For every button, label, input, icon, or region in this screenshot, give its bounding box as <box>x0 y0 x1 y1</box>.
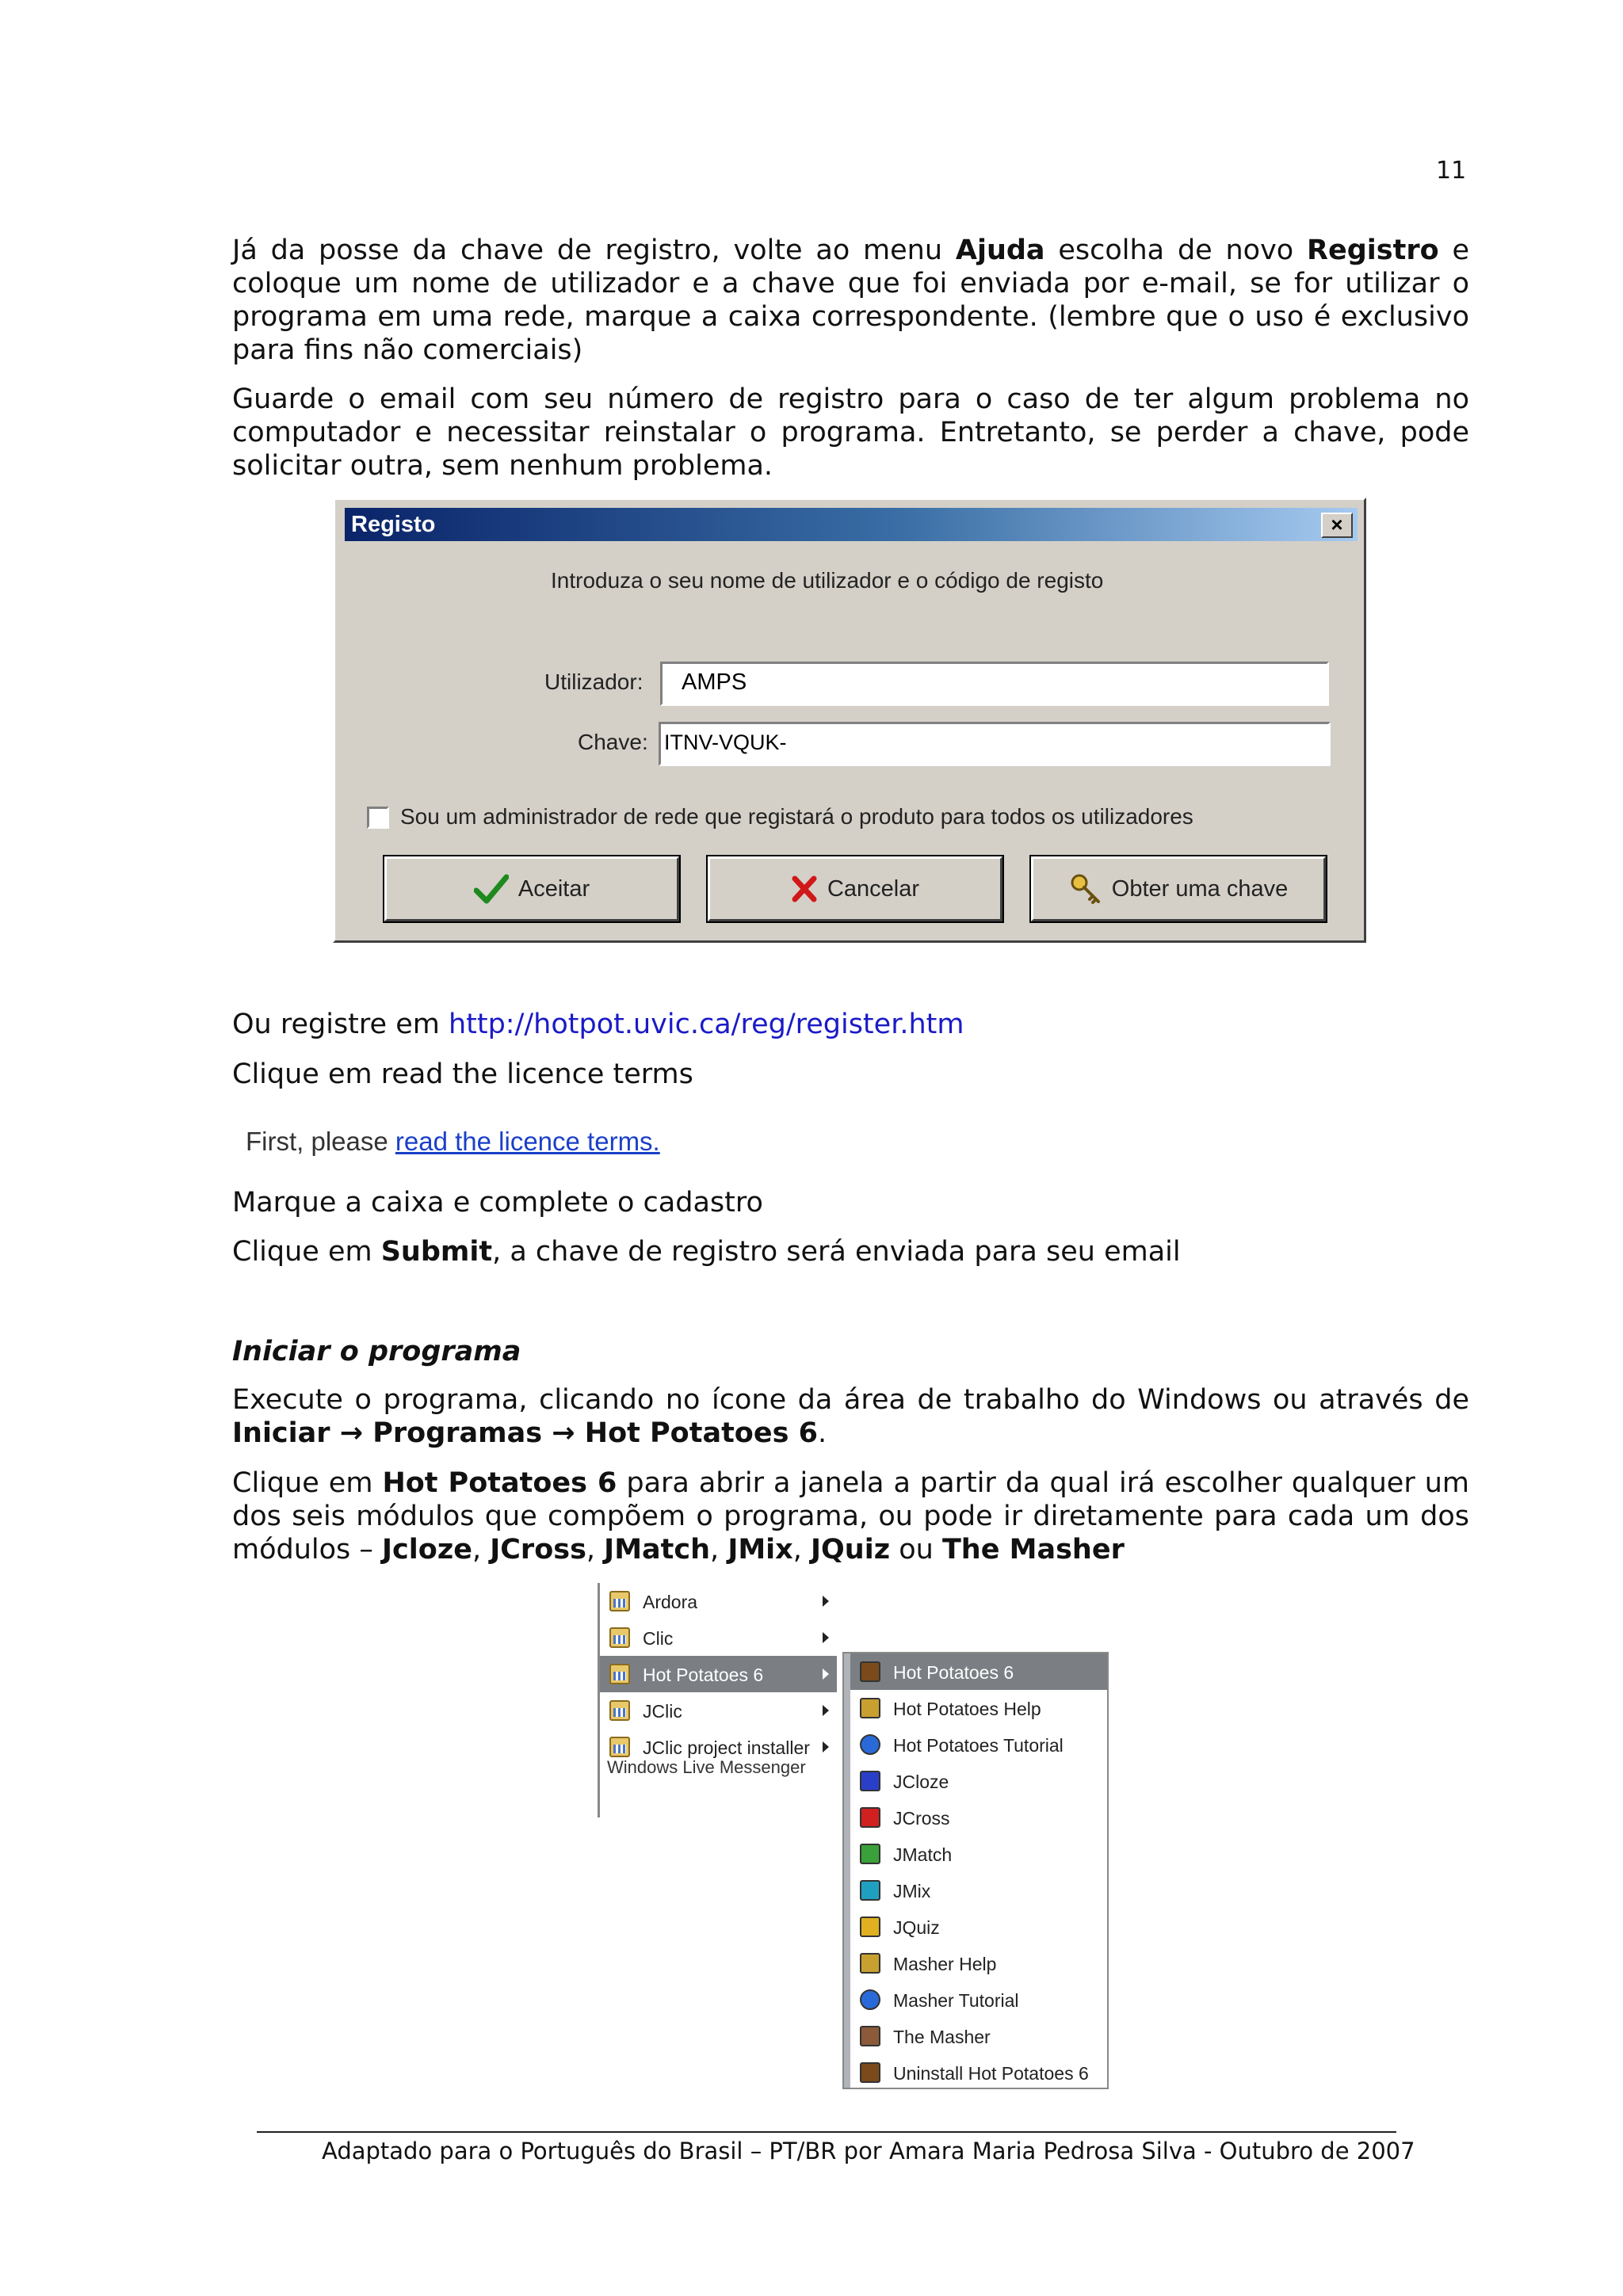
program-group-icon <box>609 1627 630 1648</box>
submenu-item-masher-tutorial[interactable] <box>850 1981 1107 2018</box>
submenu-item-label: Hot Potatoes Help <box>893 1699 1041 1719</box>
cancel-button-label: Cancelar <box>827 875 920 902</box>
menu-name-ajuda: Ajuda <box>955 235 1045 266</box>
submenu-item-jquiz[interactable] <box>850 1909 1107 1945</box>
submenu-item-label: JCross <box>893 1808 950 1829</box>
internet-explorer-icon <box>860 1734 880 1755</box>
submenu-item-hot-potatoes-6[interactable] <box>850 1653 1107 1690</box>
paragraph-keep-email: Guarde o email com seu número de registro para o caso de ter algum problema no computador e necessitar reinstalar o programa. Entretanto, se perder a chave, pode solicitar outra, sem nenhum problema. <box>232 383 1469 482</box>
arrow: → <box>542 1417 585 1449</box>
submenu-item-label: Masher Tutorial <box>893 1990 1019 2011</box>
hot-potatoes-icon <box>860 2062 880 2083</box>
submenu-arrow-icon <box>823 1741 829 1753</box>
menu-item-label: Ardora <box>643 1592 698 1612</box>
jquiz-icon <box>860 1917 880 1937</box>
menu-item-ardora[interactable] <box>600 1583 837 1619</box>
text: ou <box>890 1534 942 1566</box>
menu-item-label: Hot Potatoes 6 <box>643 1665 764 1685</box>
page-number: 11 <box>1436 157 1467 185</box>
text: , <box>472 1534 491 1566</box>
program-group-icon <box>609 1700 630 1721</box>
hot-potatoes-submenu <box>842 1652 1109 2089</box>
text: Já da posse da chave de registro, volte ao menu <box>232 235 956 266</box>
get-key-button[interactable] <box>1031 856 1326 921</box>
submenu-item-label: Hot Potatoes 6 <box>893 1662 1014 1683</box>
module-jmatch: JMatch <box>604 1534 711 1566</box>
accept-button-label: Aceitar <box>517 875 590 902</box>
text: . <box>817 1417 827 1449</box>
text: , <box>710 1534 728 1566</box>
jcloze-icon <box>860 1771 880 1791</box>
submenu-arrow-icon <box>823 1669 829 1680</box>
get-key-button-label: Obter uma chave <box>1111 875 1289 902</box>
path-iniciar: Iniciar <box>232 1417 330 1449</box>
submenu-item-jcloze[interactable] <box>850 1763 1107 1799</box>
text: para abrir a janela a partir da qual irá escolher qualquer um dos seis módulos que compõem o programa, ou pode ir diretamente para cada um dos módulos – <box>232 1467 1469 1566</box>
dialog-instruction: Introduza o seu nome de utilizador e o código de registo <box>551 568 1104 593</box>
submenu-item-masher-help[interactable] <box>850 1945 1107 1981</box>
submenu-item-label: JQuiz <box>893 1917 940 1938</box>
path-programas: Programas <box>372 1417 543 1449</box>
accept-button[interactable] <box>384 856 679 921</box>
submenu-item-jmix[interactable] <box>850 1872 1107 1909</box>
register-line <box>232 1008 964 1041</box>
text: , <box>586 1534 605 1566</box>
dialog-title: Registo <box>351 512 436 537</box>
submenu-arrow-icon <box>823 1596 829 1607</box>
submenu-item-label: JMatch <box>893 1844 953 1865</box>
text: First, please <box>246 1127 395 1156</box>
menu-item-label: JClic <box>643 1701 682 1722</box>
paragraph-modules <box>232 1466 1469 1566</box>
footer: Adaptado para o Português do Brasil – PT/BR por Amara Maria Pedrosa Silva - Outubro de 2007 <box>322 2138 1415 2164</box>
jcross-icon <box>860 1807 880 1828</box>
text: Clique em <box>232 1467 383 1499</box>
paragraph-execute <box>232 1383 1469 1450</box>
text: , <box>792 1534 812 1566</box>
program-group-icon <box>609 1664 630 1684</box>
licence-terms-link[interactable]: read the licence terms. <box>395 1127 660 1156</box>
mark-box-line: Marque a caixa e complete o cadastro <box>232 1187 763 1219</box>
submenu-item-label: The Masher <box>893 2027 991 2047</box>
program-group-icon <box>609 1737 630 1757</box>
windows-live-messenger-item[interactable]: Windows Live Messenger <box>607 1757 806 1777</box>
menu-item-label: JClic project installer <box>643 1737 810 1758</box>
cancel-button[interactable] <box>708 856 1002 921</box>
close-icon[interactable]: × <box>1321 513 1353 538</box>
program-group-icon <box>609 1591 630 1611</box>
paragraph-registration-key <box>232 234 1469 367</box>
text: Ou registre em <box>232 1009 449 1040</box>
module-jquiz: JQuiz <box>811 1534 891 1566</box>
submenu-item-the-masher[interactable] <box>850 2018 1107 2054</box>
internet-explorer-icon <box>860 1989 880 2010</box>
submenu-item-hot-potatoes-tutorial[interactable] <box>850 1726 1107 1763</box>
menu-item-hot-potatoes-6[interactable] <box>600 1656 837 1692</box>
submenu-item-label: Masher Help <box>893 1954 997 1974</box>
help-icon <box>860 1698 880 1718</box>
text: Execute o programa, clicando no ícone da área de trabalho do Windows ou através de <box>232 1384 1469 1416</box>
text: , a chave de registro será enviada para seu email <box>492 1236 1181 1268</box>
path-hot-potatoes: Hot Potatoes 6 <box>584 1417 818 1449</box>
dialog-titlebar <box>345 508 1358 541</box>
programs-menu <box>598 1583 837 1817</box>
text: Clique em <box>232 1236 381 1268</box>
submenu-item-uninstall-hot-potatoes-6[interactable] <box>850 2054 1107 2091</box>
module-jcloze: Jcloze <box>382 1534 472 1566</box>
key-field[interactable]: ITNV-VQUK- <box>659 722 1331 766</box>
section-title: Iniciar o programa <box>232 1336 521 1367</box>
help-icon <box>860 1953 880 1974</box>
hot-potatoes-name: Hot Potatoes 6 <box>382 1467 617 1499</box>
admin-checkbox[interactable] <box>367 807 389 829</box>
submenu-item-label: JCloze <box>893 1772 949 1792</box>
registration-dialog <box>333 498 1366 943</box>
module-the-masher: The Masher <box>941 1534 1125 1566</box>
text: e coloque um nome de utilizador e a chave que foi enviada por e-mail, se for utilizar o programa em uma rede, marque a caixa correspondente. (lembre que o uso é exclusivo para fins não comerciais) <box>232 235 1469 366</box>
jmatch-icon <box>860 1844 880 1864</box>
jmix-icon <box>860 1880 880 1901</box>
username-field[interactable]: AMPS <box>660 662 1329 706</box>
submenu-arrow-icon <box>823 1632 829 1643</box>
user-label: Utilizador: <box>544 669 643 694</box>
admin-checkbox-label: Sou um administrador de rede que registará o produto para todos os utilizadores <box>400 804 1193 829</box>
submenu-item-jcross[interactable] <box>850 1799 1107 1836</box>
register-url-link[interactable]: http://hotpot.uvic.ca/reg/register.htm <box>448 1009 964 1040</box>
hot-potatoes-icon <box>860 1661 880 1682</box>
submenu-item-hot-potatoes-help[interactable] <box>850 1690 1107 1726</box>
cancel-x-icon <box>791 875 818 903</box>
menu-item-jclic[interactable] <box>600 1692 837 1729</box>
key-label: Chave: <box>578 730 648 754</box>
masher-icon <box>860 2026 880 2046</box>
text: escolha de novo <box>1044 235 1308 266</box>
module-jmix: JMix <box>727 1534 793 1566</box>
menu-item-label: Clic <box>643 1628 674 1649</box>
footer-rule <box>257 2131 1396 2133</box>
submit-line <box>232 1235 1181 1268</box>
submenu-item-label: Hot Potatoes Tutorial <box>893 1735 1064 1756</box>
checkmark-icon <box>474 873 509 905</box>
module-jcross: JCross <box>490 1534 586 1566</box>
submenu-arrow-icon <box>823 1705 829 1716</box>
arrow: → <box>330 1417 373 1449</box>
licence-instruction: Clique em read the licence terms <box>232 1058 693 1090</box>
submenu-item-jmatch[interactable] <box>850 1836 1107 1872</box>
submit-keyword: Submit <box>380 1236 493 1268</box>
menu-item-clic[interactable] <box>600 1619 837 1656</box>
submenu-item-label: JMix <box>893 1881 931 1901</box>
menu-name-registro: Registro <box>1307 235 1439 266</box>
licence-snippet <box>246 1127 660 1157</box>
submenu-sidebar <box>844 1653 850 2088</box>
submenu-item-label: Uninstall Hot Potatoes 6 <box>893 2063 1089 2084</box>
key-icon <box>1069 872 1102 906</box>
